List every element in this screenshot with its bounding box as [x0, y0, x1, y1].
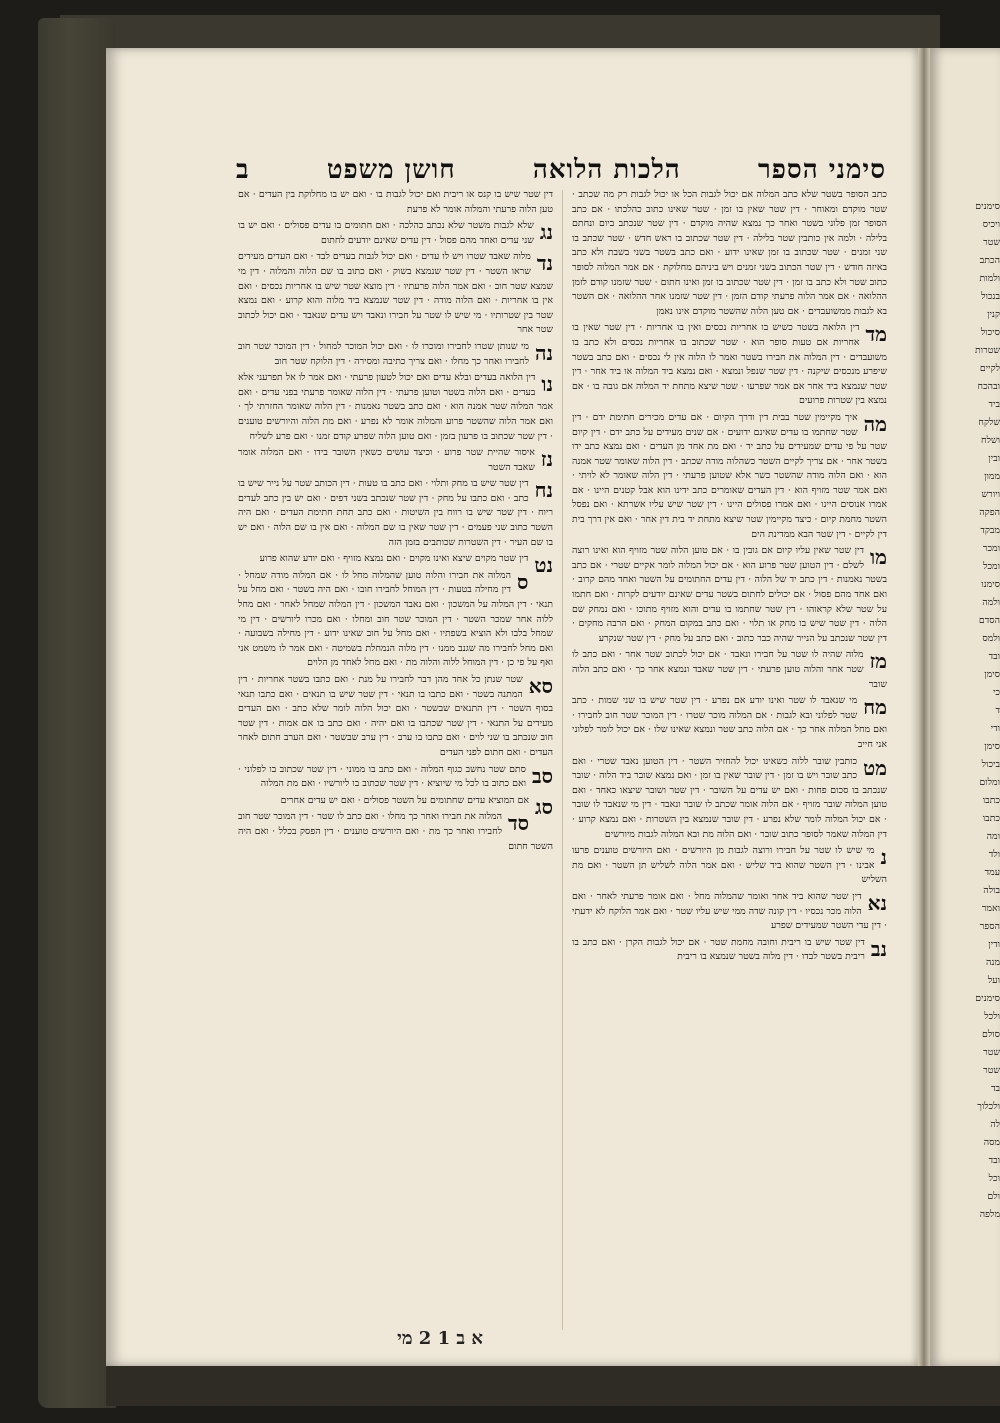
index-entry	[238, 371, 553, 444]
facing-page-line: מבקד	[980, 525, 1000, 536]
facing-page-line: ויורש	[981, 489, 1000, 500]
facing-page-line: כתבו	[982, 813, 1000, 824]
facing-page-line: ודי	[990, 723, 1000, 734]
siman-number: נ	[880, 845, 887, 870]
page-gutter	[918, 48, 930, 1366]
facing-page-line: ומלום	[979, 777, 1000, 788]
index-entry	[238, 569, 553, 671]
header-folio: ב	[236, 155, 250, 185]
facing-page-line: עמד	[984, 867, 1000, 878]
entry-text: שטר שנתן כל אחד מהן דבר לחבירו על מנת · ואם כתבו בשטר אחריות · דין המתנה בשטר · ואם כתבו בו תנאי · דין שטר שיש בו תנאים · ואם כתבו תנאי בסוף השטר · דין התנאים שבשטר · ואם יכול הלוה לומר שלא כתב · ואם העדים מעידים על התנאי · דין שטר שכתבו בו ואם יהיה · ואם כתב בו אם אמות · דין שטר חוב שנכתב בו שני לוים · ואם כתבו בו ערב · דין ערב שבשטר · ואם הערב חתום לאחר העדים · ואם חתום לפני העדים	[238, 674, 553, 758]
facing-page-line: מסה	[983, 1137, 1000, 1148]
index-entry	[238, 219, 553, 248]
facing-page-line: ולד	[988, 849, 1000, 860]
facing-page-line: ואמר	[981, 903, 1000, 914]
entry-text: דין שטר שיש בו קנס או ריבית ואם יכול לגבות בו · ואם יש בו מחלוקת בין העדים · אם טען הלוה פרעתי והמלוה אומר לא פרעת	[238, 189, 553, 215]
siman-number: נו	[541, 372, 553, 397]
facing-page-line: בד	[990, 1083, 1000, 1094]
siman-number: נג	[539, 220, 553, 245]
facing-page-line: ולכלוך	[977, 1101, 1000, 1112]
entry-text: סתם שטר נחשב כגוף המלוה · ואם כתב בו ממוני · דין שטר שכתוב בו לפלוני · ואם כתוב בו לכל מי שיוציא · דין שטר שכתוב בו ליורשיו · ואם מת המלוה	[238, 763, 526, 790]
siman-number: ס	[517, 569, 529, 594]
facing-page-line: הסדם	[978, 615, 1000, 626]
facing-page-line: לקיים	[979, 363, 1000, 374]
facing-page-line: שטר	[983, 1065, 1000, 1076]
entry-text: איך מקיימין שטר בבית דין ודרך הקיום · אם עדים מכירים חתימת ידם · דין שטר שחתמו בו עדים שאינם ידועים · אם שנים מעידים על כתב ידם · דין קיום שטר על פי עדים שמעידים על כתב יד · ואם מת אחד מן העדים · ואם נמצא כתב ידו בשטר אחר · אם צריך לקיים השטר כשהלוה מודה שכתב · דין הלוה שאומר שטר אמנה הוא · ואם הלוה מודה שהשטר כשר אלא שטוען פרעתי · דין הלוה שאומר לא לויתי · ואם אמר שטר מזויף הוא · דין העדים שאומרים כתב ידינו הוא אבל קטנים היינו · אם אמרו אנוסים היינו · ואם אמרו פסולים היינו · דין שטר שיש עליו אשרתא · ואם נפסל השטר מחמת קיום · כיצד מקיימין שטר שיצא מתחת יד בית דין אחר · ואם אין דרך בית דין לקיים · דין שטר הבא ממדינת הים	[572, 411, 887, 540]
facing-page-line: ולם	[987, 1191, 1000, 1202]
entry-text: מי שיש לו שטר על חבירו ורוצה לגבות מן היורשים · ואם היורשים טוענים פרעו אבינו · דין השטר שהוא ביד שליש · ואם אמר הלוה לשליש תן השטר · ואם מת השליש	[572, 845, 887, 886]
siman-number: מז	[869, 649, 887, 674]
siman-number: מט	[863, 755, 887, 780]
cover-bottom-edge	[106, 1366, 1000, 1406]
entry-text: כתב הסופר בשטר שלא כתב המלוה אם יכול לגבות הכל או יכול לגבות רק מה שכתב · שטר מוקדם ומאוחר · דין שטר שאין בו זמן · שטר שאינו כתוב כהלכתו · אם כתב הסופר זמן פלוני בשטר ואחר כך נמצא שהיה מוקדם · דין שטר שנכתב ביום ונחתם בלילה · ולמה אין כותבין שטר בלילה · דין שטר שכתוב בו ראש חדש · שטר שכתב בו שני זמנים · שטר שכתוב בו זמן שאינו ידוע · ואם כתב בשטר בשני בשבת ולא כתב באיזה חודש · דין שטר הכתוב בשני זמנים ויש ביניהם מחלוקת · אם אמר המלוה לסופר כתוב שטר ולא כתב בו זמן · דין שטר שכתוב בו זמן ואינו חתום · שטר שזמנו קודם לזמן ההלואה · אם אמר הלוה פרעתי קודם הזמן · דין שטר שזמנו אחר ההלואה · אם השטר בא לגבות ממשועבדים · אם טען הלוה שהשטר מוקדם אינו נאמן	[572, 189, 887, 317]
index-entry	[572, 755, 887, 843]
column-rule	[562, 190, 563, 1330]
siman-number: סב	[531, 763, 553, 788]
facing-page-line: סיכול	[980, 327, 1000, 338]
facing-page-line: ולמות	[979, 273, 1000, 284]
siman-number: נז	[540, 447, 553, 472]
index-entry	[572, 411, 887, 542]
facing-page-line: ודין	[988, 939, 1000, 950]
entry-text: מי שנאבד לו שטר ואינו יודע אם נפרע · דין שטר שיש בו שני שמות · כתב שטר לפלוני ובא לגבות · אם המלוה מוכר שטרו · דין המוכר שטר חוב לחבירו · ואם מחל המלוה אחר כך · אם הלוה כתב שטר ונמצא שאינו שלו · אם יכול לומר לפלוני אני חייב	[572, 695, 887, 750]
facing-page-line: שטרות	[974, 345, 1000, 356]
entry-text: דין שטר שהוא ביד אחר ואומר שהמלוה מחל · ואם אומר פרעתי לאחר · ואם הלוה מכר נכסיו · דין קונה שדה ממי שיש עליו שטר · ואם אמר הלוקח לא ידעתי · דין עדי השטר שמעידים שפרע	[572, 890, 887, 932]
facing-page-line: הספר	[979, 921, 1000, 932]
entry-text: מלוה שהיה לו שטר על חבירו ונאבד · אם יכול לכתוב שטר אחר · ואם כתב לו שטר אחר והלוה טוען פרעתי · דין שטר שאבד ונמצא אחר כך · ואם כתב הלוה שובר	[572, 649, 887, 690]
facing-page-line: ולכל	[984, 1011, 1000, 1022]
header-section-title: סימני הספר	[757, 155, 886, 185]
facing-page-line: ביד	[988, 399, 1000, 410]
facing-page-line: ובהכח	[977, 381, 1000, 392]
siman-number: נה	[534, 340, 553, 365]
facing-page-line: ולמה	[982, 597, 1000, 608]
index-entry	[572, 890, 887, 934]
index-entry	[238, 810, 553, 854]
index-entry	[572, 648, 887, 692]
left-column	[238, 188, 553, 1328]
facing-page-line: ומכר	[982, 543, 1000, 554]
index-entry	[238, 763, 553, 792]
entry-text: המלוה את חבירו ואחר כך מחלו · ואם כתב לו שטר · דין המוכר שטר חוב לחבירו ואחר כך מת · ואם היורשים טוענים · דין הפסק בכלל · ואם היה השטר חתום	[238, 811, 553, 852]
facing-page-line: מלפה	[979, 1209, 1000, 1220]
facing-page-line: סימנים	[975, 993, 1000, 1004]
facing-page-line: ועל	[987, 975, 1000, 986]
entry-text: שלא לגבות משטר שלא נכתב כהלכה · ואם חתומים בו עדים פסולים · ואם יש בו שני עדים ואחד מהם פסול · דין עדים שאינם יודעים לחתום	[238, 220, 534, 246]
facing-page-line: סימן	[984, 741, 1000, 752]
facing-page-line: שלקח	[978, 417, 1000, 428]
facing-page-line: ממון	[984, 471, 1000, 482]
facing-page-line: כתבו	[982, 795, 1000, 806]
index-entry	[238, 477, 553, 550]
facing-page-line: קנין	[987, 309, 1000, 320]
siman-number: מח	[863, 695, 887, 720]
index-entry	[572, 844, 887, 888]
page-signature: א ב 1 2 מי	[397, 1328, 483, 1349]
index-entry	[238, 250, 553, 338]
facing-page-line: שטר	[983, 237, 1000, 248]
index-entry	[238, 446, 553, 475]
entry-text: דין שטר שיש בו מחק ותלוי · ואם כתב בו טעות · דין הכותב שטר על נייר שיש בו כתב · ואם כתבו על מחק · דין שטר שנכתב בשני דפים · ואם יש בין כתב לעדים ריוח · דין שטר שיש בו רווח בין השיטות · ואם כתב תחת חתימת העדים · ואם היה השטר כתוב שני פעמים · דין שטר שאין בו שם המלוה · ואם אין בו שם הלוה · ואם יש בו שם העיר · דין השטרות שכותבים בזמן הזה	[238, 478, 553, 548]
facing-page-line: ביכול	[981, 759, 1000, 770]
siman-number: מד	[865, 322, 887, 347]
facing-page-text	[936, 198, 1000, 1224]
entry-text: אם המוציא עדים שחתומים על השטר פסולים · ואם יש עדים אחרים	[280, 794, 530, 806]
entry-text: איסור שהיית שטר פרוע · וכיצד עושים כשאין השובר בידו · ואם המלוה אומר שאבד השטר	[238, 447, 535, 473]
entry-text: המלוה את חבירו והלוה טוען שהמלוה מחל לו · אם המלוה מודה שמחל · דין מחילה בטעות · דין המוחל לחבירו חובו · ואם היה בשטר · ואם מחל על תנאי · דין המלוה על המשכון · ואם נאבד המשכון · דין המלוה שמחל לאחר · ואם מחל ללוה אחר שמכר השטר · דין המוכר שטר חוב ומחלו · ואם מכרו ליורשים · דין מי שמחל בלבו ולא הוציא בשפתיו · ואם מחל על חוב שאינו ידוע · דין מחילה בשבועה · ואם מחל לחבירו מה שגנב ממנו · דין מלוה הנמחלת בשמיטה · ואם אמר לו משמט אני ואף על פי כן · דין המוחל ללוה והלוה מת · ואם מחל לאחד מן הלוים	[238, 569, 553, 669]
header-topic: הלכות הלואה	[532, 155, 681, 185]
facing-page-line: בולה	[983, 885, 1000, 896]
facing-page-line: ומכל	[983, 561, 1000, 572]
index-entry	[238, 794, 553, 819]
facing-page-line: ושלח	[981, 435, 1000, 446]
facing-page-line: הפקה	[979, 507, 1000, 518]
facing-page-line: ובד	[988, 1155, 1000, 1166]
index-entry	[238, 188, 553, 217]
siman-number: סא	[528, 674, 553, 698]
index-entry	[572, 188, 887, 319]
facing-page-line: ובין	[988, 453, 1000, 464]
entry-text: כותבין שובר ללוה כשאינו יכול להחזיר השטר · דין הטוען נאבד שטרי · ואם כתב שובר ויש בו זמן · דין שובר שאין בו זמן · ואם נמצא שובר ביד הלוה · שובר שנכתב בו סכום פחות · ואם יש עדים על השובר · דין שטר ושובר שיצאו כאחד · ואם טוען המלוה שובר מזויף · אם הלוה אומר שכתב לו שובר ונאבד · דין מי שנאבד לו שובר · אם יכול המלוה לומר שלא נפרע · דין שובר שנמצא בין השטרות · ואם נמצא קרוע · דין המלוה שאמר לסופר כתוב שובר · ואם הלוה מת ובא המלוה לגבות מיורשים	[572, 755, 887, 840]
facing-page-line: בנכול	[981, 291, 1000, 302]
index-entry	[572, 544, 887, 646]
facing-page-line: סימנו	[981, 579, 1000, 590]
facing-page-line: סימנים	[975, 201, 1000, 212]
siman-number: מו	[870, 545, 887, 570]
siman-number: סד	[508, 811, 530, 836]
facing-page-line: ויכיס	[982, 219, 1000, 230]
entry-text: דין שטר שאין עליו קיום אם גובין בו · אם טוען הלוה שטר מזויף הוא ואינו רוצה לשלם · דין הטוען שטר פרוע הוא · אם יכול המלוה לומר אקיים שטרי · אם כתב בשטר נאמנות · דין כתב יד של הלוה · דין עדים החתומים על השטר ואחד מהם קרוב · ואם אחד מהם פסול · אם יכולים לחתום בשטר עדים שאינם יודעים לקרות · ואם חתמו על שטר שלא קראוהו · דין שטר שחתמו בו עדים והוא מזויף מתוכו · ואם נמחק שם הלוה · דין שטר שיש בו מחק או תלוי · ואם כתב במקום המחק · ואם הרבה מחקים · דין שטר שנכתב על הנייר שהיה כבר כתוב · ואם כתב על מחק · דין שטר שנקרע	[572, 545, 887, 644]
index-entry	[572, 936, 887, 965]
entry-text: מי שנותן שטרו לחבירו ומוכרו לו · ואם יכול המוכר למחול · דין המוכר שטר חוב לחבירו ואחר כך מחלו · ואם צריך כתיבה ומסירה · דין הלוקח שטר חוב	[238, 340, 529, 367]
facing-page-line: ומה	[986, 831, 1000, 842]
siman-number: נב	[870, 936, 887, 961]
index-entry	[238, 552, 553, 578]
entry-text: דין הלואה בשטר כשיש בו אחריות נכסים ואין בו אחריות · דין שטר שאין בו אחריות אם טעות סופר הוא · שטר שכתוב בו אחריות נכסים ולא כתב בו משועבדים · דין המלוה את חבירו בשטר ואמר לו הלוה אין לי נכסים · ואם כתב בשטר שיפרע מנכסים שיקנה · דין שטר שנפל ונמצא · ואם נמצא ביד המלוה או ביד אחר · דין שטר שנמצא ביד אחר אם אמר שפרעו · שטר שיצא מתחת יד המלוה אם גובה בו · אם נמצא בין שטרות פרועים	[572, 322, 887, 407]
siman-number: נד	[536, 251, 553, 276]
index-entry	[572, 321, 887, 409]
right-column	[572, 188, 887, 1358]
entry-text: דין שטר שיש בו ריבית וחובה מחמת שטר · אם יכול לגבות הקרן · ואם כתב בו ריבית בשטר לבדו · דין מלוה בשטר שנמצא בו ריבית	[572, 936, 865, 963]
facing-page-line: ולמס	[982, 633, 1000, 644]
facing-page-line: סולם	[982, 1029, 1000, 1040]
entry-text: מלוה שאבד שטרו ויש לו עדים · ואם יכול לגבות בעדים לבד · ואם העדים מעידים שראו השטר · דין שטר שנמצא בשוק · ואם כתוב בו שם הלוה והמלוה · דין מי שמצא שטר חוב · ואם אמר הלוה פרעתיו · דין מוצא שטר שיש בו אחריות נכסים · ואם אין בו אחריות · ואם הלוה מודה · דין שטר שנמצא ביד מלוה והוא קרוע · ואם נמצא שטר בין שטרותיו · מי שיש לו שטר על חבירו ונאבד ויש עדים שנאבד · ואם יכול לכתוב שטר אחר	[238, 251, 553, 336]
header-book: חושן משפט	[326, 155, 456, 185]
page-header	[236, 150, 886, 190]
entry-text: דין שטר מקוים שיצא ואינו מקוים · ואם נמצא מזויף · ואם יודע שהוא פרוע	[259, 553, 529, 565]
cover-left-edge	[38, 18, 116, 1408]
siman-number: סג	[535, 794, 553, 819]
siman-number: נא	[867, 890, 887, 915]
facing-page-line: לה	[990, 1119, 1000, 1130]
index-entry	[238, 340, 553, 369]
index-entry	[238, 673, 553, 761]
facing-page-line: שטר	[983, 1047, 1000, 1058]
facing-page-line: מנה	[986, 957, 1000, 968]
facing-page-line: ד	[995, 705, 1000, 716]
facing-page-fragment	[930, 48, 1000, 1366]
siman-number: מה	[863, 411, 887, 436]
facing-page-line: סימן	[984, 669, 1000, 680]
facing-page-line: ובד	[988, 651, 1000, 662]
siman-number: נט	[534, 553, 553, 578]
index-entry	[572, 694, 887, 752]
entry-text: דין הלואה בעדים ובלא עדים ואם יכול לטעון פרעתי · ואם אמר לו אל תפרעני אלא בעדים · ואם הלוה בשטר וטוען פרעתי · דין הלוה שאומר פרעתי בפני עדים · ואם אמר המלוה שטר אמנה הוא · ואם כתב בשטר נאמנות · דין הלוה שאומר החזרתי לך · ואם אמר הלוה שהשטר פרוע והמלוה אומר לא נפרע · ואם מת הלוה והיורשים טוענים · דין שטר שכתוב בו פרעון בזמן · ואם טוען הלוה שפרע קודם זמנו · ואם פרע לשליח	[238, 372, 553, 442]
facing-page-line: וכל	[988, 1173, 1000, 1184]
facing-page-line: כי	[992, 687, 1000, 698]
facing-page-line: הכתב	[979, 255, 1000, 266]
siman-number: נח	[534, 478, 553, 503]
